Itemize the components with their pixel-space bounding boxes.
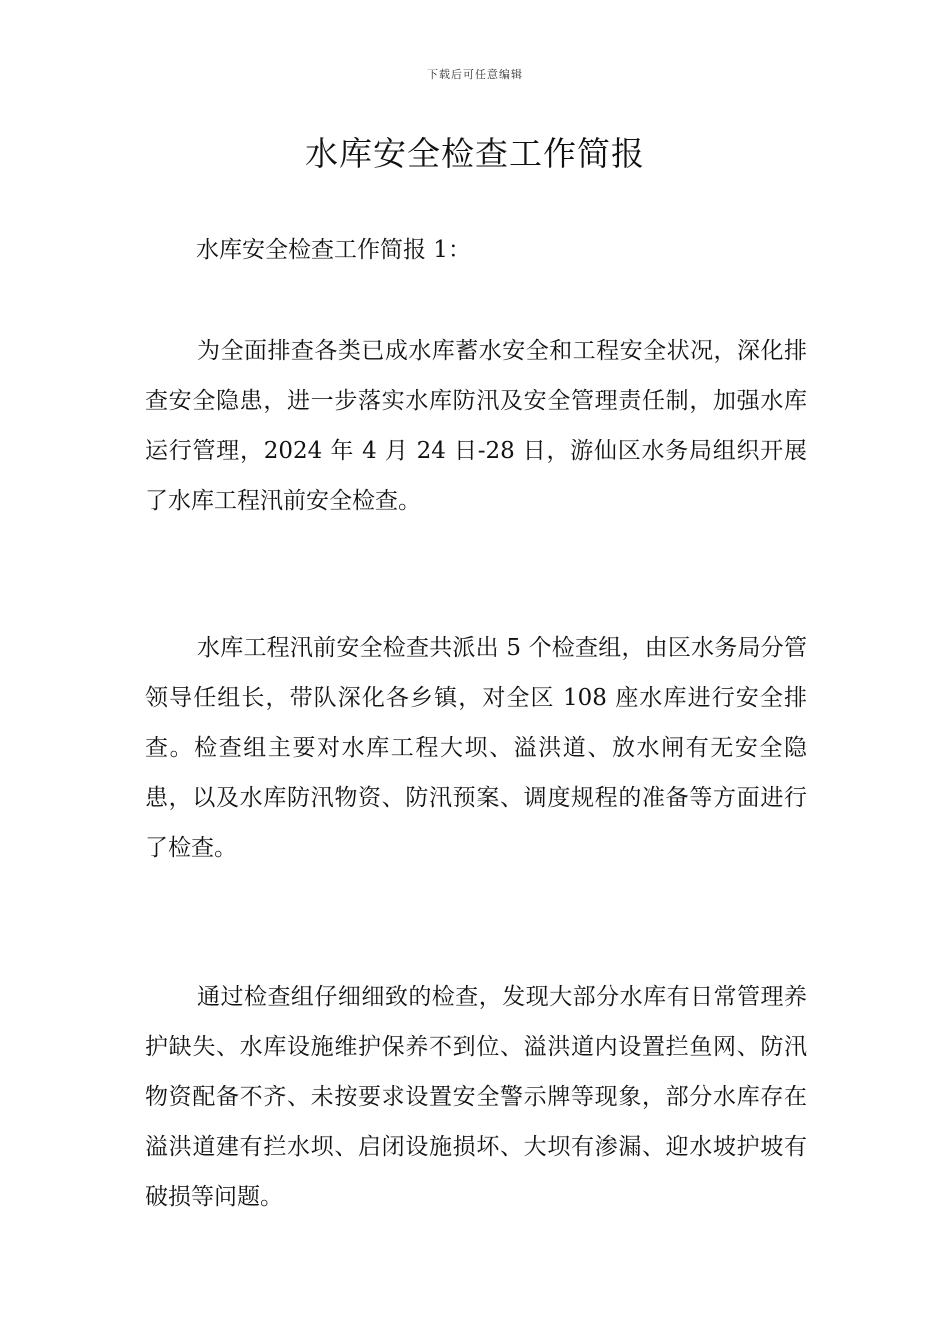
paragraph-inspection-overview: 为全面排查各类已成水库蓄水安全和工程安全状况，深化排查安全隐患，进一步落实水库防汛及安全管理责任制，加强水库运行管理，2024 年 4 月 24 日-28 日，游仙区水务局组织开展了水库工程汛前安全检查。 <box>145 338 807 514</box>
paragraph-inspection-groups: 水库工程汛前安全检查共派出 5 个检查组，由区水务局分管领导任组长，带队深化各乡镇，对全区 108 座水库进行安全排查。检查组主要对水库工程大坝、溢洪道、放水闸有无安全隐患，以及水库防汛物资、防汛预案、调度规程的准备等方面进行了检查。 <box>145 635 807 861</box>
section-heading: 水库安全检查工作简报 1： <box>196 237 471 263</box>
paragraph-inspection-findings: 通过检查组仔细细致的检查，发现大部分水库有日常管理养护缺失、水库设施维护保养不到位、溢洪道内设置拦鱼网、防汛物资配备不齐、未按要求设置安全警示牌等现象，部分水库存在溢洪道建有拦水坝、启闭设施损坏、大坝有渗漏、迎水坡护坡有破损等问题。 <box>145 984 807 1210</box>
page-title: 水库安全检查工作简报 <box>305 134 645 173</box>
header-note: 下载后可任意编辑 <box>427 68 523 81</box>
